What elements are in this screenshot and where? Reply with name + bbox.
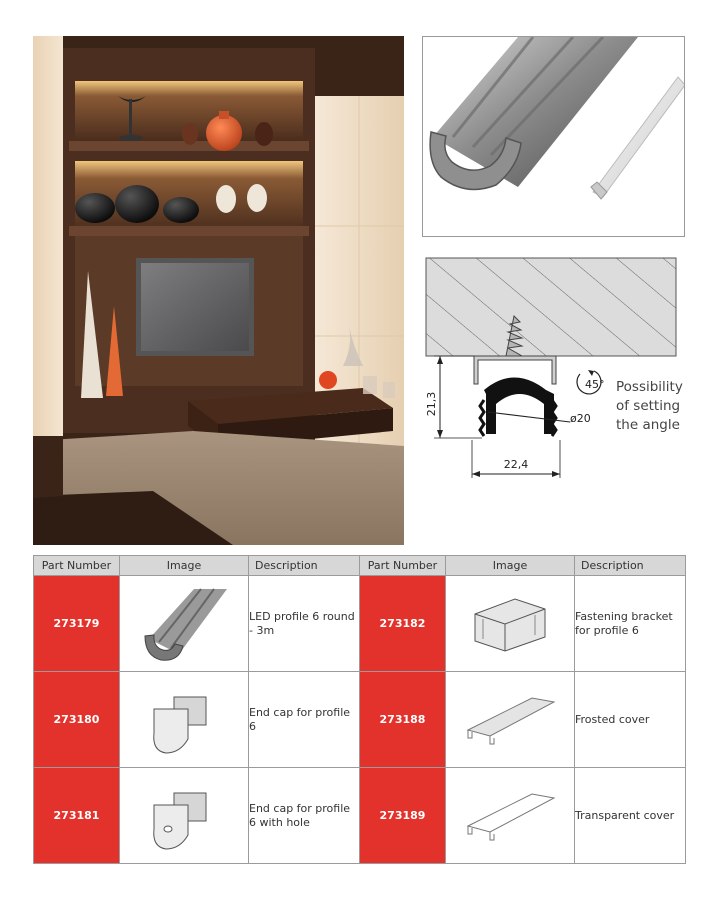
part-description: End cap for profile 6 (249, 672, 360, 768)
part-number: 273182 (360, 576, 446, 672)
end-cap-icon (120, 672, 249, 768)
col-header-image: Image (120, 556, 249, 576)
part-number: 273189 (360, 768, 446, 864)
parts-table (33, 555, 686, 864)
fastening-bracket-icon (446, 576, 575, 672)
width-dimension-label: 22,4 (503, 458, 529, 471)
part-description: Fastening bracket for profile 6 (575, 576, 686, 672)
angle-note: Possibility of setting the angle (616, 379, 683, 433)
part-description: LED profile 6 round - 3m (249, 576, 360, 672)
height-dimension-label: 21,3 (425, 391, 438, 417)
angle-label: 45° (585, 378, 605, 391)
part-description: Transparent cover (575, 768, 686, 864)
end-cap-with-hole-icon (120, 768, 249, 864)
cross-section-diagram (422, 252, 692, 480)
col-header-part-number: Part Number (34, 556, 120, 576)
table-header-row (34, 556, 686, 576)
col-header-image: Image (446, 556, 575, 576)
part-number: 273180 (34, 672, 120, 768)
profile-product-image (422, 36, 685, 237)
part-number: 273188 (360, 672, 446, 768)
table-row (34, 768, 686, 864)
transparent-cover-icon (446, 768, 575, 864)
part-number: 273181 (34, 768, 120, 864)
table-row (34, 576, 686, 672)
frosted-cover-icon (446, 672, 575, 768)
col-header-part-number: Part Number (360, 556, 446, 576)
part-description: End cap for profile 6 with hole (249, 768, 360, 864)
col-header-description: Description (575, 556, 686, 576)
col-header-description: Description (249, 556, 360, 576)
part-number: 273179 (34, 576, 120, 672)
led-profile-round-icon (120, 576, 249, 672)
interior-photo (33, 36, 404, 545)
table-row (34, 672, 686, 768)
diameter-label: ø20 (570, 412, 591, 425)
part-description: Frosted cover (575, 672, 686, 768)
